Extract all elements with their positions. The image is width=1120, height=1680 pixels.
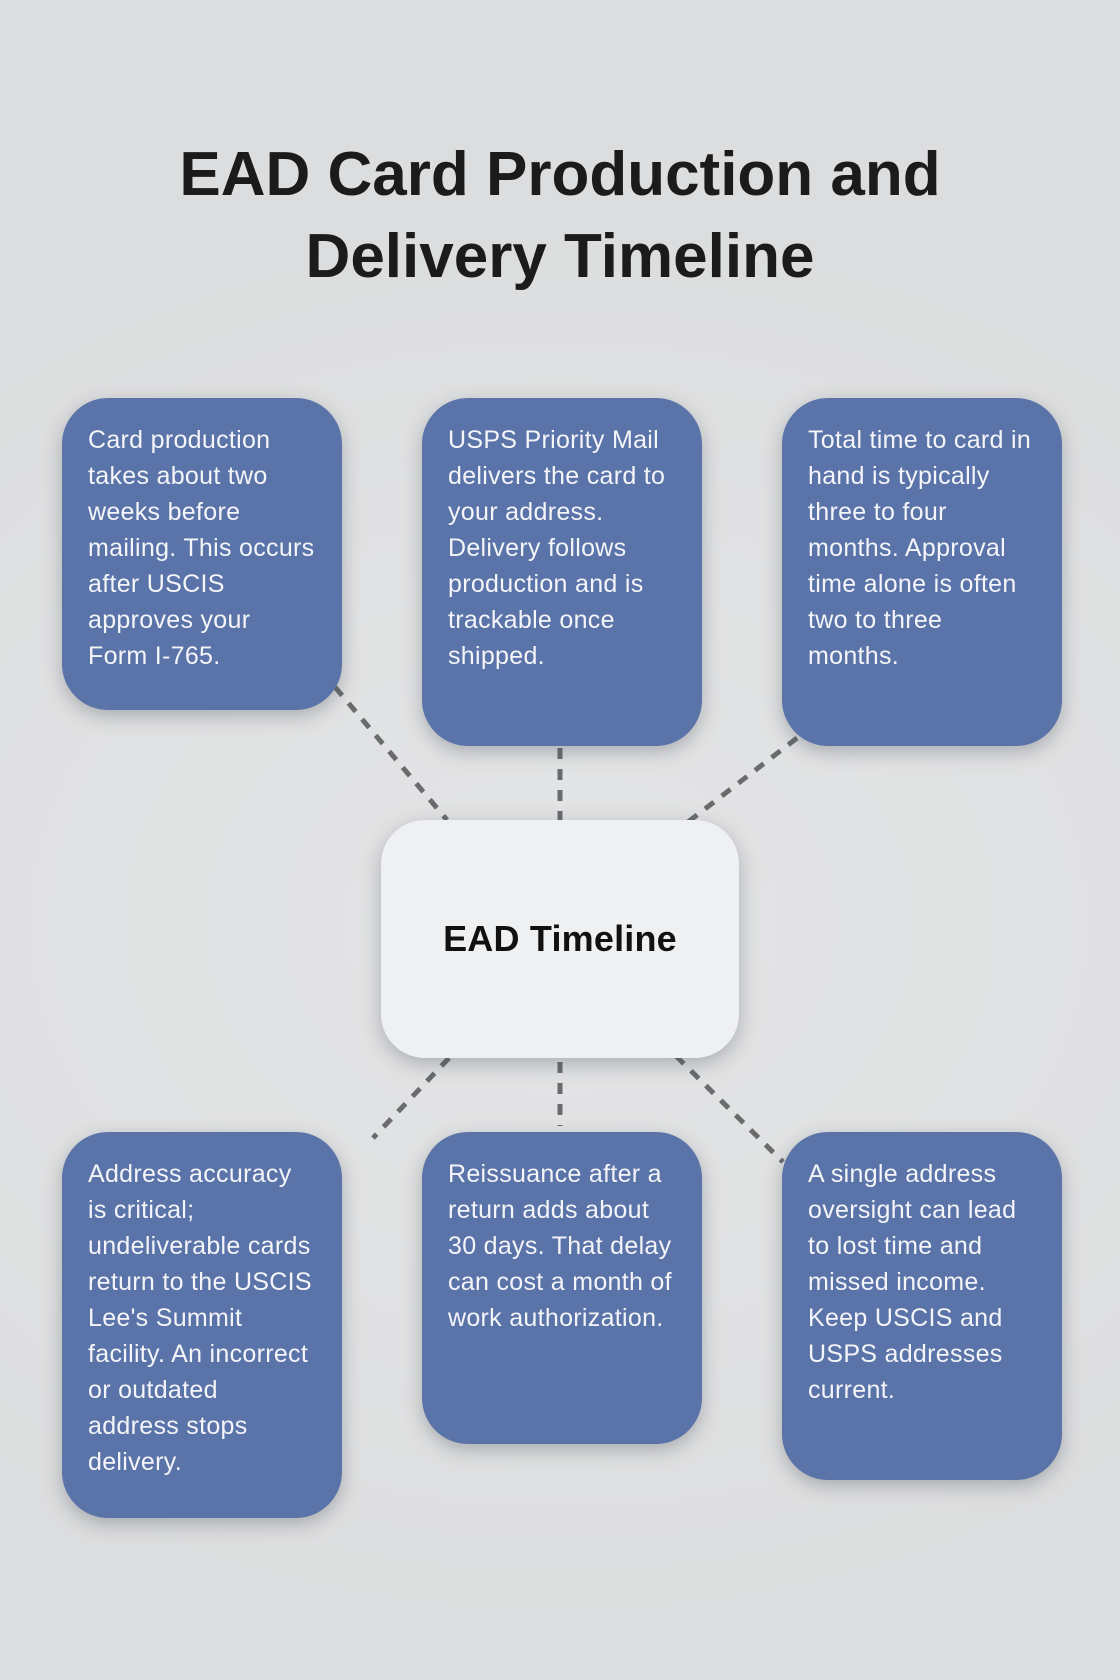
node-text: Card production takes about two weeks before mailing. This occurs after USCIS approves your Form I-765. (88, 426, 315, 670)
node-address-accuracy (62, 1132, 342, 1518)
node-card-production (62, 398, 342, 710)
node-total-time (782, 398, 1062, 746)
node-text: Address accuracy is critical; undeliverable cards return to the USCIS Lee's Summit facility. An incorrect or outdated address stops delivery. (88, 1160, 312, 1476)
node-reissuance-delay (422, 1132, 702, 1444)
connector-bottom-left (373, 1058, 449, 1138)
center-node-label: EAD Timeline (443, 918, 677, 959)
node-usps-delivery (422, 398, 702, 746)
page-title: EAD Card Production and Delivery Timeline (179, 139, 941, 291)
node-text: Reissuance after a return adds about 30 days. That delay can cost a month of work authorization. (448, 1160, 672, 1332)
connector-top-right (688, 738, 797, 822)
node-text: USPS Priority Mail delivers the card to your address. Delivery follows production and is trackable once shipped. (448, 426, 666, 670)
center-node-ead-timeline (381, 820, 739, 1058)
node-text: Total time to card in hand is typically three to four months. Approval time alone is often two to three months. (808, 426, 1032, 670)
connector-bottom-right (676, 1056, 783, 1162)
node-text: A single address oversight can lead to lost time and missed income. Keep USCIS and USPS addresses current. (808, 1160, 1017, 1404)
node-address-oversight (782, 1132, 1062, 1480)
